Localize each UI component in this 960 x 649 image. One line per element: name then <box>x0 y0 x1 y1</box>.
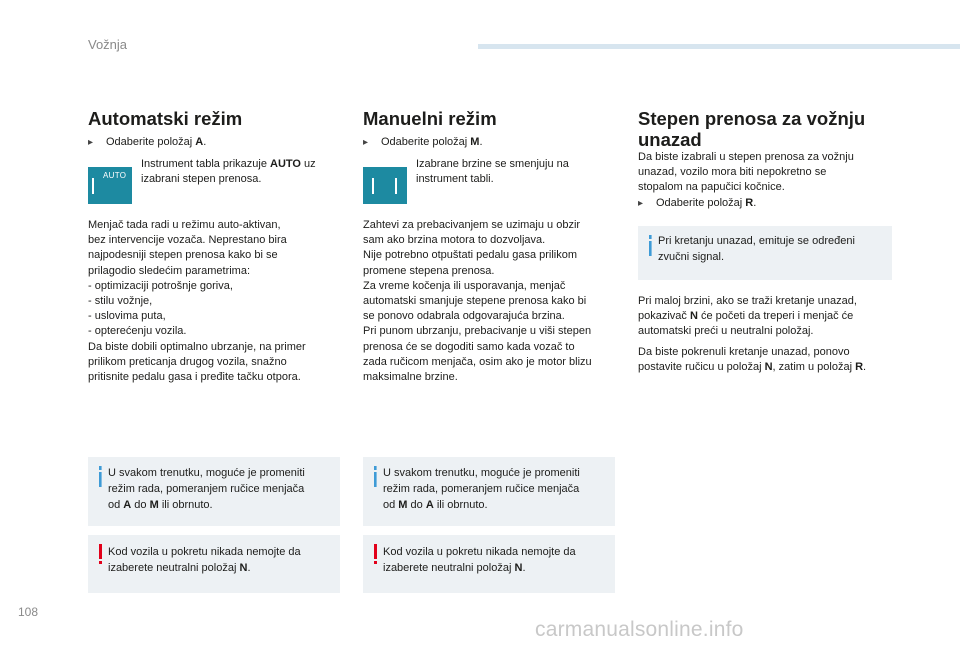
step-select-m: ▸ Odaberite položaj M. <box>363 136 483 148</box>
title-reverse-gear: Stepen prenosa za vožnju unazad <box>638 108 866 150</box>
header-bar <box>478 44 960 49</box>
reverse-neutral-text: Pri maloj brzini, ako se traži kretanje unazad, pokazivač N će početi da treperi i menjač će automatski preći u neutralni položaj. <box>638 295 857 338</box>
info-box-reverse: Pri kretanju unazad, emituje se određeni zvučni signal. <box>638 226 892 280</box>
step-select-r: ▸ Odaberite položaj R. <box>638 197 757 209</box>
manual-indicator-icon <box>363 167 407 204</box>
instrument-text-manual: Izabrane brzine se smenjuju na instrument tabli. <box>416 158 569 186</box>
step-arrow-icon: ▸ <box>638 198 644 209</box>
page-number: 108 <box>18 605 39 619</box>
intro-reverse: Da biste izabrali u stepen prenosa za vožnju unazad, vozilo mora biti nepokretno se stopalom na papučici kočnice. <box>638 151 854 194</box>
auto-indicator-label: AUTO <box>103 171 127 180</box>
step-arrow-icon: ▸ <box>363 137 369 148</box>
body-manual-mode: Zahtevi za prebacivanjem se uzimaju u obzir sam ako brzina motora to dozvoljava. Nije potrebno otpuštati pedalu gasa prilikom promene stepena prenosa. Za vreme kočenja ili usporavanja, menjač automatski smanjuje stepene prenosa kako bi se ponovo odabrala odgovarajuća brzina. Pri punom ubrzanju, prebacivanje u viši stepen prenosa će se dogoditi samo kada vozač to zada ručicom menjača, osim ako je motor blizu maksimalne brzine. <box>363 219 592 384</box>
info-box-auto: U svakom trenutku, moguće je promeniti režim rada, pomeranjem ručice menjača od A do M ili obrnuto. <box>88 457 340 526</box>
reverse-start-text: Da biste pokrenuli kretanje unazad, ponovo postavite ručicu u položaj N, zatim u položaj R. <box>638 346 867 374</box>
step-select-a: ▸ Odaberite položaj A. <box>88 136 207 148</box>
auto-indicator-icon <box>88 167 132 204</box>
warning-box-auto: Kod vozila u pokretu nikada nemojte da izaberete neutralni položaj N. <box>88 535 340 593</box>
watermark: carmanualsonline.info <box>535 618 744 641</box>
step-arrow-icon: ▸ <box>88 137 94 148</box>
info-box-manual: U svakom trenutku, moguće je promeniti režim rada, pomeranjem ručice menjača od M do A ili obrnuto. <box>363 457 615 526</box>
title-automatic-mode: Automatski režim <box>88 108 243 129</box>
instrument-text-auto: Instrument tabla prikazuje AUTO uz izabrani stepen prenosa. <box>141 158 316 186</box>
section-header: Vožnja <box>88 37 128 52</box>
title-manual-mode: Manuelni režim <box>363 108 497 129</box>
body-automatic-mode: Menjač tada radi u režimu auto-aktivan, bez intervencije vozača. Neprestano bira najpodesniji stepen prenosa kako bi se prilagodio sledećim parametrima: - optimizaciji potrošnje goriva, - stilu vožnje, - uslovima puta, - opterećenju vozila. Da biste dobili optimalno ubrzanje, na primer prilikom preticanja drugog vozila, snažno pritisnite pedalu gasa i pređite tačku otpora. <box>88 219 306 384</box>
warning-box-manual: Kod vozila u pokretu nikada nemojte da izaberete neutralni položaj N. <box>363 535 615 593</box>
